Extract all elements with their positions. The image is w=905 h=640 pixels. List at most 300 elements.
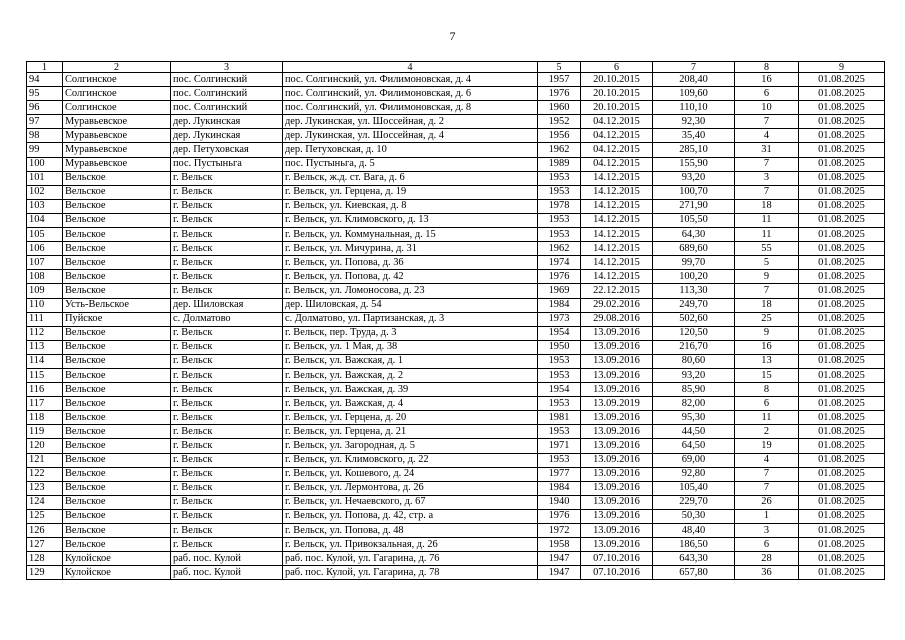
address-cell: пос. Солгинский, ул. Филимоновская, д. 6 <box>283 87 538 101</box>
address-cell: пос. Солгинский, ул. Филимоновская, д. 8 <box>283 101 538 115</box>
table-row <box>27 411 885 425</box>
year-built-cell: 1956 <box>538 129 581 143</box>
table-row <box>27 481 885 495</box>
table-row <box>27 115 885 129</box>
settlement-cell: Вельское <box>63 524 171 538</box>
deadline-cell: 01.08.2025 <box>799 256 885 270</box>
column-header: 9 <box>799 62 885 73</box>
address-cell: г. Вельск, ул. Попова, д. 42 <box>283 270 538 284</box>
locality-cell: г. Вельск <box>171 199 283 213</box>
year-built-cell: 1953 <box>538 368 581 382</box>
deadline-cell: 01.08.2025 <box>799 199 885 213</box>
date-cell: 13.09.2016 <box>581 453 653 467</box>
settlement-cell: Вельское <box>63 284 171 298</box>
year-built-cell: 1953 <box>538 354 581 368</box>
area-cell: 80,60 <box>653 354 735 368</box>
table-row <box>27 552 885 566</box>
settlement-cell: Вельское <box>63 538 171 552</box>
address-cell: г. Вельск, ул. Кошевого, д. 24 <box>283 467 538 481</box>
deadline-cell: 01.08.2025 <box>799 312 885 326</box>
address-cell: г. Вельск, ул. Герцена, д. 21 <box>283 425 538 439</box>
year-built-cell: 1947 <box>538 566 581 580</box>
locality-cell: дер. Шиловская <box>171 298 283 312</box>
date-cell: 04.12.2015 <box>581 115 653 129</box>
area-cell: 109,60 <box>653 87 735 101</box>
row-number-cell: 114 <box>27 354 63 368</box>
page-number: 7 <box>449 29 456 43</box>
date-cell: 20.10.2015 <box>581 73 653 87</box>
column-header: 4 <box>283 62 538 73</box>
year-built-cell: 1978 <box>538 199 581 213</box>
year-built-cell: 1981 <box>538 411 581 425</box>
date-cell: 13.09.2016 <box>581 354 653 368</box>
row-number-cell: 105 <box>27 228 63 242</box>
area-cell: 113,30 <box>653 284 735 298</box>
locality-cell: г. Вельск <box>171 368 283 382</box>
residents-cell: 9 <box>735 270 799 284</box>
row-number-cell: 103 <box>27 199 63 213</box>
row-number-cell: 121 <box>27 453 63 467</box>
deadline-cell: 01.08.2025 <box>799 270 885 284</box>
column-header: 7 <box>653 62 735 73</box>
settlement-cell: Вельское <box>63 397 171 411</box>
date-cell: 13.09.2016 <box>581 481 653 495</box>
deadline-cell: 01.08.2025 <box>799 495 885 509</box>
deadline-cell: 01.08.2025 <box>799 411 885 425</box>
column-header: 1 <box>27 62 63 73</box>
residents-cell: 26 <box>735 495 799 509</box>
area-cell: 48,40 <box>653 524 735 538</box>
deadline-cell: 01.08.2025 <box>799 298 885 312</box>
residents-cell: 16 <box>735 73 799 87</box>
locality-cell: г. Вельск <box>171 284 283 298</box>
row-number-cell: 117 <box>27 397 63 411</box>
settlement-cell: Муравьевское <box>63 115 171 129</box>
area-cell: 85,90 <box>653 383 735 397</box>
area-cell: 249,70 <box>653 298 735 312</box>
date-cell: 14.12.2015 <box>581 228 653 242</box>
year-built-cell: 1976 <box>538 270 581 284</box>
date-cell: 14.12.2015 <box>581 242 653 256</box>
table-row <box>27 284 885 298</box>
residents-cell: 36 <box>735 566 799 580</box>
row-number-cell: 123 <box>27 481 63 495</box>
row-number-cell: 107 <box>27 256 63 270</box>
locality-cell: г. Вельск <box>171 213 283 227</box>
date-cell: 20.10.2015 <box>581 87 653 101</box>
address-cell: г. Вельск, ул. Лермонтова, д. 26 <box>283 481 538 495</box>
address-cell: г. Вельск, ул. Нечаевского, д. 67 <box>283 495 538 509</box>
residents-cell: 6 <box>735 538 799 552</box>
year-built-cell: 1977 <box>538 467 581 481</box>
settlement-cell: Усть-Вельское <box>63 298 171 312</box>
deadline-cell: 01.08.2025 <box>799 242 885 256</box>
address-cell: пос. Пустыньга, д. 5 <box>283 157 538 171</box>
area-cell: 93,20 <box>653 171 735 185</box>
table-row <box>27 397 885 411</box>
year-built-cell: 1962 <box>538 242 581 256</box>
deadline-cell: 01.08.2025 <box>799 467 885 481</box>
date-cell: 13.09.2016 <box>581 326 653 340</box>
deadline-cell: 01.08.2025 <box>799 397 885 411</box>
row-number-cell: 120 <box>27 439 63 453</box>
settlement-cell: Вельское <box>63 453 171 467</box>
address-cell: г. Вельск, ул. Коммунальная, д. 15 <box>283 228 538 242</box>
settlement-cell: Муравьевское <box>63 129 171 143</box>
column-header: 3 <box>171 62 283 73</box>
table-row <box>27 566 885 580</box>
settlement-cell: Вельское <box>63 256 171 270</box>
deadline-cell: 01.08.2025 <box>799 509 885 523</box>
deadline-cell: 01.08.2025 <box>799 101 885 115</box>
locality-cell: г. Вельск <box>171 326 283 340</box>
address-cell: раб. пос. Кулой, ул. Гагарина, д. 76 <box>283 552 538 566</box>
table-row <box>27 242 885 256</box>
deadline-cell: 01.08.2025 <box>799 213 885 227</box>
residents-cell: 4 <box>735 129 799 143</box>
deadline-cell: 01.08.2025 <box>799 171 885 185</box>
address-cell: г. Вельск, ул. Важская, д. 39 <box>283 383 538 397</box>
settlement-cell: Вельское <box>63 326 171 340</box>
row-number-cell: 95 <box>27 87 63 101</box>
residents-cell: 7 <box>735 115 799 129</box>
row-number-cell: 97 <box>27 115 63 129</box>
table-row <box>27 312 885 326</box>
date-cell: 29.02.2016 <box>581 298 653 312</box>
area-cell: 105,40 <box>653 481 735 495</box>
area-cell: 92,80 <box>653 467 735 481</box>
settlement-cell: Кулойское <box>63 552 171 566</box>
residents-cell: 10 <box>735 101 799 115</box>
settlement-cell: Вельское <box>63 213 171 227</box>
settlement-cell: Вельское <box>63 383 171 397</box>
date-cell: 29.08.2016 <box>581 312 653 326</box>
area-cell: 271,90 <box>653 199 735 213</box>
date-cell: 14.12.2015 <box>581 171 653 185</box>
residents-cell: 9 <box>735 326 799 340</box>
address-cell: г. Вельск, ул. Важская, д. 2 <box>283 368 538 382</box>
deadline-cell: 01.08.2025 <box>799 115 885 129</box>
locality-cell: дер. Лукинская <box>171 129 283 143</box>
table-row <box>27 87 885 101</box>
residents-cell: 6 <box>735 397 799 411</box>
date-cell: 13.09.2016 <box>581 467 653 481</box>
date-cell: 14.12.2015 <box>581 199 653 213</box>
year-built-cell: 1958 <box>538 538 581 552</box>
address-cell: г. Вельск, пер. Труда, д. 3 <box>283 326 538 340</box>
residents-cell: 8 <box>735 383 799 397</box>
table-row <box>27 524 885 538</box>
residents-cell: 3 <box>735 171 799 185</box>
locality-cell: пос. Пустыньга <box>171 157 283 171</box>
locality-cell: дер. Лукинская <box>171 115 283 129</box>
residents-cell: 5 <box>735 256 799 270</box>
address-cell: дер. Лукинская, ул. Шоссейная, д. 4 <box>283 129 538 143</box>
settlement-cell: Солгинское <box>63 73 171 87</box>
residents-cell: 11 <box>735 228 799 242</box>
address-cell: г. Вельск, ул. Климовского, д. 22 <box>283 453 538 467</box>
date-cell: 07.10.2016 <box>581 552 653 566</box>
table-row <box>27 453 885 467</box>
settlement-cell: Вельское <box>63 228 171 242</box>
row-number-cell: 116 <box>27 383 63 397</box>
table-row <box>27 171 885 185</box>
row-number-cell: 127 <box>27 538 63 552</box>
row-number-cell: 110 <box>27 298 63 312</box>
residents-cell: 11 <box>735 411 799 425</box>
area-cell: 105,50 <box>653 213 735 227</box>
locality-cell: пос. Солгинский <box>171 87 283 101</box>
year-built-cell: 1954 <box>538 383 581 397</box>
row-number-cell: 113 <box>27 340 63 354</box>
row-number-cell: 106 <box>27 242 63 256</box>
year-built-cell: 1976 <box>538 509 581 523</box>
date-cell: 13.09.2016 <box>581 411 653 425</box>
table-row <box>27 185 885 199</box>
table-row <box>27 157 885 171</box>
date-cell: 13.09.2016 <box>581 368 653 382</box>
column-header: 2 <box>63 62 171 73</box>
settlement-cell: Вельское <box>63 185 171 199</box>
column-header: 6 <box>581 62 653 73</box>
date-cell: 13.09.2016 <box>581 383 653 397</box>
header-row <box>27 62 885 73</box>
date-cell: 04.12.2015 <box>581 129 653 143</box>
table-row <box>27 213 885 227</box>
address-cell: г. Вельск, ул. 1 Мая, д. 38 <box>283 340 538 354</box>
settlement-cell: Вельское <box>63 495 171 509</box>
row-number-cell: 115 <box>27 368 63 382</box>
address-cell: с. Долматово, ул. Партизанская, д. 3 <box>283 312 538 326</box>
row-number-cell: 102 <box>27 185 63 199</box>
address-cell: г. Вельск, ул. Герцена, д. 19 <box>283 185 538 199</box>
date-cell: 13.09.2019 <box>581 397 653 411</box>
table-row <box>27 383 885 397</box>
row-number-cell: 101 <box>27 171 63 185</box>
year-built-cell: 1952 <box>538 115 581 129</box>
settlement-cell: Муравьевское <box>63 157 171 171</box>
row-number-cell: 125 <box>27 509 63 523</box>
area-cell: 186,50 <box>653 538 735 552</box>
address-cell: г. Вельск, ул. Попова, д. 36 <box>283 256 538 270</box>
area-cell: 99,70 <box>653 256 735 270</box>
residents-cell: 7 <box>735 157 799 171</box>
settlement-cell: Вельское <box>63 354 171 368</box>
year-built-cell: 1960 <box>538 101 581 115</box>
deadline-cell: 01.08.2025 <box>799 439 885 453</box>
settlement-cell: Муравьевское <box>63 143 171 157</box>
deadline-cell: 01.08.2025 <box>799 566 885 580</box>
year-built-cell: 1962 <box>538 143 581 157</box>
table-row <box>27 509 885 523</box>
settlement-cell: Кулойское <box>63 566 171 580</box>
date-cell: 13.09.2016 <box>581 509 653 523</box>
address-cell: г. Вельск, ж.д. ст. Вага, д. 6 <box>283 171 538 185</box>
residents-cell: 25 <box>735 312 799 326</box>
area-cell: 657,80 <box>653 566 735 580</box>
area-cell: 285,10 <box>653 143 735 157</box>
locality-cell: г. Вельск <box>171 256 283 270</box>
residents-cell: 7 <box>735 284 799 298</box>
deadline-cell: 01.08.2025 <box>799 538 885 552</box>
area-cell: 95,30 <box>653 411 735 425</box>
date-cell: 04.12.2015 <box>581 157 653 171</box>
date-cell: 07.10.2016 <box>581 566 653 580</box>
address-cell: г. Вельск, ул. Мичурина, д. 31 <box>283 242 538 256</box>
row-number-cell: 111 <box>27 312 63 326</box>
deadline-cell: 01.08.2025 <box>799 129 885 143</box>
year-built-cell: 1953 <box>538 425 581 439</box>
table-row <box>27 439 885 453</box>
address-cell: г. Вельск, ул. Важская, д. 1 <box>283 354 538 368</box>
table-row <box>27 129 885 143</box>
residents-cell: 19 <box>735 439 799 453</box>
table-row <box>27 538 885 552</box>
column-header: 8 <box>735 62 799 73</box>
settlement-cell: Вельское <box>63 242 171 256</box>
deadline-cell: 01.08.2025 <box>799 157 885 171</box>
locality-cell: г. Вельск <box>171 509 283 523</box>
date-cell: 13.09.2016 <box>581 524 653 538</box>
locality-cell: г. Вельск <box>171 242 283 256</box>
date-cell: 04.12.2015 <box>581 143 653 157</box>
residents-cell: 4 <box>735 453 799 467</box>
year-built-cell: 1984 <box>538 298 581 312</box>
locality-cell: пос. Солгинский <box>171 101 283 115</box>
row-number-cell: 96 <box>27 101 63 115</box>
settlement-cell: Вельское <box>63 439 171 453</box>
settlement-cell: Пуйское <box>63 312 171 326</box>
address-cell: г. Вельск, ул. Привокзальная, д. 26 <box>283 538 538 552</box>
residents-cell: 6 <box>735 87 799 101</box>
locality-cell: раб. пос. Кулой <box>171 552 283 566</box>
area-cell: 689,60 <box>653 242 735 256</box>
locality-cell: дер. Петуховская <box>171 143 283 157</box>
settlement-cell: Вельское <box>63 509 171 523</box>
deadline-cell: 01.08.2025 <box>799 383 885 397</box>
table-row <box>27 73 885 87</box>
area-cell: 643,30 <box>653 552 735 566</box>
address-cell: г. Вельск, ул. Попова, д. 48 <box>283 524 538 538</box>
year-built-cell: 1953 <box>538 171 581 185</box>
area-cell: 100,20 <box>653 270 735 284</box>
area-cell: 100,70 <box>653 185 735 199</box>
table-body <box>27 73 885 580</box>
year-built-cell: 1957 <box>538 73 581 87</box>
deadline-cell: 01.08.2025 <box>799 340 885 354</box>
deadline-cell: 01.08.2025 <box>799 185 885 199</box>
year-built-cell: 1973 <box>538 312 581 326</box>
address-cell: дер. Шиловская, д. 54 <box>283 298 538 312</box>
address-cell: г. Вельск, ул. Климовского, д. 13 <box>283 213 538 227</box>
year-built-cell: 1976 <box>538 87 581 101</box>
residents-cell: 1 <box>735 509 799 523</box>
area-cell: 155,90 <box>653 157 735 171</box>
row-number-cell: 126 <box>27 524 63 538</box>
table-row <box>27 143 885 157</box>
residents-cell: 13 <box>735 354 799 368</box>
address-cell: пос. Солгинский, ул. Филимоновская, д. 4 <box>283 73 538 87</box>
address-cell: раб. пос. Кулой, ул. Гагарина, д. 78 <box>283 566 538 580</box>
row-number-cell: 100 <box>27 157 63 171</box>
table-row <box>27 495 885 509</box>
settlement-cell: Вельское <box>63 171 171 185</box>
area-cell: 44,50 <box>653 425 735 439</box>
year-built-cell: 1950 <box>538 340 581 354</box>
settlement-cell: Вельское <box>63 199 171 213</box>
deadline-cell: 01.08.2025 <box>799 284 885 298</box>
date-cell: 14.12.2015 <box>581 213 653 227</box>
address-cell: г. Вельск, ул. Ломоносова, д. 23 <box>283 284 538 298</box>
area-cell: 92,30 <box>653 115 735 129</box>
deadline-cell: 01.08.2025 <box>799 228 885 242</box>
table-row <box>27 199 885 213</box>
row-number-cell: 129 <box>27 566 63 580</box>
settlement-cell: Солгинское <box>63 101 171 115</box>
row-number-cell: 108 <box>27 270 63 284</box>
deadline-cell: 01.08.2025 <box>799 87 885 101</box>
settlement-cell: Вельское <box>63 481 171 495</box>
area-cell: 82,00 <box>653 397 735 411</box>
area-cell: 216,70 <box>653 340 735 354</box>
area-cell: 35,40 <box>653 129 735 143</box>
address-cell: дер. Петуховская, д. 10 <box>283 143 538 157</box>
residents-cell: 11 <box>735 213 799 227</box>
settlement-cell: Вельское <box>63 340 171 354</box>
area-cell: 502,60 <box>653 312 735 326</box>
deadline-cell: 01.08.2025 <box>799 143 885 157</box>
year-built-cell: 1984 <box>538 481 581 495</box>
table-row <box>27 101 885 115</box>
locality-cell: г. Вельск <box>171 538 283 552</box>
year-built-cell: 1940 <box>538 495 581 509</box>
residents-cell: 7 <box>735 467 799 481</box>
settlement-cell: Солгинское <box>63 87 171 101</box>
date-cell: 13.09.2016 <box>581 425 653 439</box>
residents-cell: 7 <box>735 185 799 199</box>
year-built-cell: 1974 <box>538 256 581 270</box>
deadline-cell: 01.08.2025 <box>799 524 885 538</box>
year-built-cell: 1972 <box>538 524 581 538</box>
column-header: 5 <box>538 62 581 73</box>
residents-cell: 15 <box>735 368 799 382</box>
address-cell: г. Вельск, ул. Киевская, д. 8 <box>283 199 538 213</box>
table-row <box>27 368 885 382</box>
address-cell: г. Вельск, ул. Важская, д. 4 <box>283 397 538 411</box>
year-built-cell: 1953 <box>538 228 581 242</box>
area-cell: 64,30 <box>653 228 735 242</box>
area-cell: 64,50 <box>653 439 735 453</box>
deadline-cell: 01.08.2025 <box>799 425 885 439</box>
year-built-cell: 1953 <box>538 397 581 411</box>
residents-cell: 31 <box>735 143 799 157</box>
locality-cell: г. Вельск <box>171 228 283 242</box>
residents-cell: 18 <box>735 298 799 312</box>
locality-cell: г. Вельск <box>171 270 283 284</box>
table-row <box>27 467 885 481</box>
deadline-cell: 01.08.2025 <box>799 354 885 368</box>
locality-cell: г. Вельск <box>171 495 283 509</box>
locality-cell: г. Вельск <box>171 185 283 199</box>
address-cell: дер. Лукинская, ул. Шоссейная, д. 2 <box>283 115 538 129</box>
residents-cell: 18 <box>735 199 799 213</box>
year-built-cell: 1953 <box>538 213 581 227</box>
locality-cell: г. Вельск <box>171 524 283 538</box>
date-cell: 13.09.2016 <box>581 439 653 453</box>
table-row <box>27 270 885 284</box>
table-row <box>27 340 885 354</box>
date-cell: 20.10.2015 <box>581 101 653 115</box>
